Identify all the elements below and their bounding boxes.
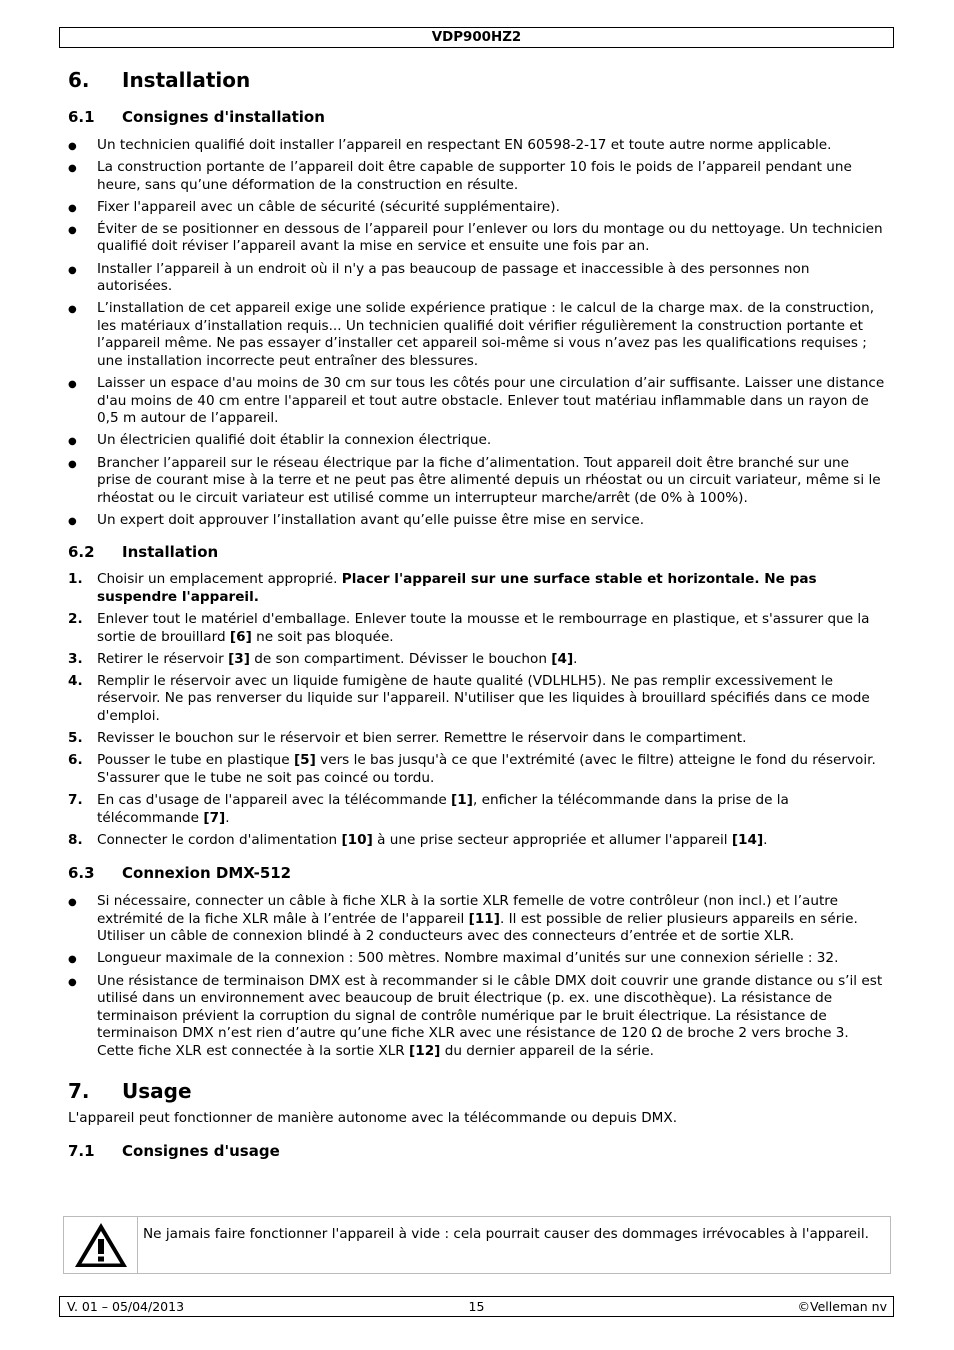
text-run: Choisir un emplacement approprié. <box>97 571 342 588</box>
text-run: Longueur maximale de la connexion : 500 mètres. Nombre maximal d’unités sur une connexion sérielle : 32. <box>97 950 839 967</box>
bullet-icon: ● <box>68 264 77 276</box>
emphasis-text: Placer l'appareil sur une surface stable et horizontale. Ne pas suspendre l'appareil. <box>97 571 817 605</box>
step-item <box>68 752 886 787</box>
step-number: 8. <box>68 831 83 848</box>
list-item-text: Un expert doit approuver l’installation avant qu’elle puisse être mise en service. <box>97 511 645 528</box>
text-run: . <box>573 650 578 667</box>
emphasis-text: [5] <box>293 752 316 769</box>
dmx-connection-list <box>68 893 886 1060</box>
text-run: ne soit pas bloquée. <box>251 628 394 645</box>
emphasis-text: [4] <box>551 650 574 667</box>
list-item-text: Laisser un espace d'au moins de 30 cm sur tous les côtés pour une circulation d’air suffisante. Laisser une distance d'au moins de 40 cm entre l'appareil et tout autre obstacle. Enlever tout matériau inflammable dans un rayon de 0,5 m autour de l’appareil. <box>97 375 885 427</box>
emphasis-text: [12] <box>409 1042 441 1059</box>
text-run: Une résistance de terminaison DMX est à recommander si le câble DMX doit couvrir une grande distance ou s’il est utilisé dans un environnement avec beaucoup de bruit électrique (p. ex. une discothèque). La résistance de terminaison prévient la corruption du signal de contrôle numérique par le bruit électrique. La résistance de terminaison DMX n’est rien d’autre qu’une fiche XLR avec une résistance de 120 Ω de broche 2 vers broche 3. Cette fiche XLR est connectée à la sortie XLR <box>97 972 883 1059</box>
step-number: 4. <box>68 672 83 689</box>
section-6-2-heading: 6.2 Installation <box>68 543 219 562</box>
text-run: Enlever tout le matériel d'emballage. Enlever toute la mousse et le rembourrage en plastique, et s'assurer que la sortie de brouillard <box>97 611 870 645</box>
copyright: ©Velleman nv <box>797 1299 887 1314</box>
section-6-1-heading: 6.1 Consignes d'installation <box>68 108 325 126</box>
list-item <box>68 199 886 217</box>
list-item <box>68 893 886 946</box>
page-content <box>68 66 886 1161</box>
list-item-text: Fixer l'appareil avec un câble de sécurité (sécurité supplémentaire). <box>97 198 560 215</box>
step-number: 3. <box>68 650 83 667</box>
section-6-3-heading: 6.3 Connexion DMX-512 <box>68 864 292 883</box>
text-run: vers le bas jusqu'à ce que l'extrémité (avec le filtre) atteigne le fond du réservoir. S'assurer que le tube ne soit pas coincé ou tordu. <box>97 752 876 786</box>
warning-triangle-icon <box>72 1220 130 1270</box>
text-run: Retirer le réservoir <box>97 650 229 667</box>
list-item <box>68 300 886 370</box>
step-item <box>68 792 886 827</box>
list-item-text: La construction portante de l’appareil doit être capable de supporter 10 fois le poids de l’appareil pendant une heure, sans qu’une déformation de la construction en résulte. <box>97 159 852 193</box>
text-run: du dernier appareil de la série. <box>440 1042 654 1059</box>
section-6-heading: 6. Installation <box>68 68 251 92</box>
warning-text: Ne jamais faire fonctionner l'appareil à vide : cela pourrait causer des dommages irrévocables à l'appareil. <box>143 1226 869 1242</box>
list-item <box>68 950 886 968</box>
list-item <box>68 973 886 1061</box>
text-run: . Il est possible de relier plusieurs appareils en série. Utiliser un câble de connexion blindé à 2 conducteurs avec des connecteurs d’entrée et de sortie XLR. <box>97 910 858 945</box>
bullet-icon: ● <box>68 976 77 988</box>
emphasis-text: [14] <box>731 831 764 848</box>
list-item-text: Un électricien qualifié doit établir la connexion électrique. <box>97 432 492 449</box>
list-item-text: L’installation de cet appareil exige une solide expérience pratique : le calcul de la charge max. de la construction, les matériaux d’installation requis... Un technicien qualifié doit vérifier régulièrement la construction portante et l’appareil même. Ne pas essayer d’installer cet appareil soi-même si vous n’avez pas les qualifications requises ; une installation incorrecte peut entraîner des blessures. <box>97 300 875 370</box>
text-run: de son compartiment. Dévisser le bouchon <box>249 650 552 667</box>
version-date: V. 01 – 05/04/2013 <box>67 1299 185 1314</box>
warning-icon-cell <box>64 1217 138 1273</box>
document-footer <box>59 1296 894 1317</box>
list-item <box>68 512 886 530</box>
step-number: 6. <box>68 752 83 769</box>
text-run: . <box>225 809 230 826</box>
step-number: 1. <box>68 571 83 588</box>
list-item <box>68 432 886 450</box>
list-item <box>68 221 886 256</box>
installation-guidelines-list <box>68 137 886 529</box>
emphasis-text: [11] <box>468 910 500 927</box>
emphasis-text: [10] <box>341 831 373 848</box>
emphasis-text: [7] <box>203 809 226 826</box>
bullet-icon: ● <box>68 224 77 236</box>
text-run: Revisser le bouchon sur le réservoir et bien serrer. Remettre le réservoir dans le compartiment. <box>97 730 747 747</box>
list-item-text: Brancher l’appareil sur le réseau électrique par la fiche d’alimentation. Tout appareil doit être branché sur une prise de courant mise à la terre et ne peut pas être alimenté depuis un rhéostat ou un circuit variateur, même si le rhéostat ou le circuit variateur est utilisé comme un interrupteur marche/arrêt (de 0% à 100%). <box>97 454 881 506</box>
bullet-icon: ● <box>68 954 77 966</box>
step-item <box>68 730 886 748</box>
usage-intro: L'appareil peut fonctionner de manière autonome avec la télécommande ou depuis DMX. <box>68 1109 678 1126</box>
text-run: . <box>763 831 768 848</box>
emphasis-text: [6] <box>229 628 252 645</box>
step-item <box>68 651 886 669</box>
emphasis-text: [1] <box>451 791 473 808</box>
bullet-icon: ● <box>68 202 77 214</box>
list-item-text: Éviter de se positionner en dessous de l’appareil pour l’enlever ou lors du montage ou du nettoyage. Un technicien qualifié doit réviser l’appareil avant la mise en service et ensuite une fois par an. <box>97 220 883 255</box>
step-item <box>68 571 886 606</box>
list-item-text: Installer l’appareil à un endroit où il n'y a pas beaucoup de passage et inaccessible à des personnes non autorisées. <box>97 260 810 295</box>
bullet-icon: ● <box>68 379 77 391</box>
model-name: VDP900HZ2 <box>431 30 522 45</box>
bullet-icon: ● <box>68 458 77 470</box>
installation-steps-list <box>68 571 886 849</box>
list-item <box>68 261 886 296</box>
bullet-icon: ● <box>68 141 77 152</box>
bullet-icon: ● <box>68 436 77 448</box>
step-number: 2. <box>68 611 83 628</box>
text-run: Pousser le tube en plastique <box>97 752 294 769</box>
step-number: 5. <box>68 730 83 747</box>
text-run: En cas d'usage de l'appareil avec la télécommande <box>97 791 452 808</box>
bullet-icon: ● <box>68 304 77 316</box>
bullet-icon: ● <box>68 897 77 909</box>
step-number: 7. <box>68 791 83 808</box>
bullet-icon: ● <box>68 163 77 175</box>
list-item <box>68 455 886 508</box>
step-item <box>68 673 886 726</box>
list-item-text: Un technicien qualifié doit installer l’appareil en respectant EN 60598-2-17 et toute autre norme applicable. <box>97 137 832 153</box>
page-number: 15 <box>468 1299 485 1314</box>
document-header <box>59 27 894 48</box>
warning-box <box>63 1216 891 1274</box>
section-7-heading: 7. Usage <box>68 1078 192 1103</box>
text-run: Connecter le cordon d'alimentation <box>97 831 342 848</box>
text-run: à une prise secteur appropriée et allumer l'appareil <box>372 831 732 848</box>
text-run: Si nécessaire, connecter un câble à fiche XLR à la sortie XLR femelle de votre contrôleur (non incl.) et l’autre extrémité de la fiche XLR mâle à l’entrée de l'appareil <box>97 893 838 927</box>
emphasis-text: [3] <box>228 650 250 667</box>
section-7-1-heading: 7.1 Consignes d'usage <box>68 1142 280 1161</box>
bullet-icon: ● <box>68 515 77 527</box>
step-item <box>68 611 886 646</box>
list-item <box>68 137 886 155</box>
text-run: , enficher la télécommande dans la prise de la télécommande <box>97 791 789 826</box>
step-item <box>68 832 886 850</box>
list-item <box>68 375 886 428</box>
text-run: Remplir le réservoir avec un liquide fumigène de haute qualité (VDLHLH5). Ne pas remplir excessivement le réservoir. Ne pas renverser du liquide sur l'appareil. N'utiliser que les liquides à brouillard spécifiés dans ce mode d'emploi. <box>97 672 870 725</box>
list-item <box>68 159 886 194</box>
